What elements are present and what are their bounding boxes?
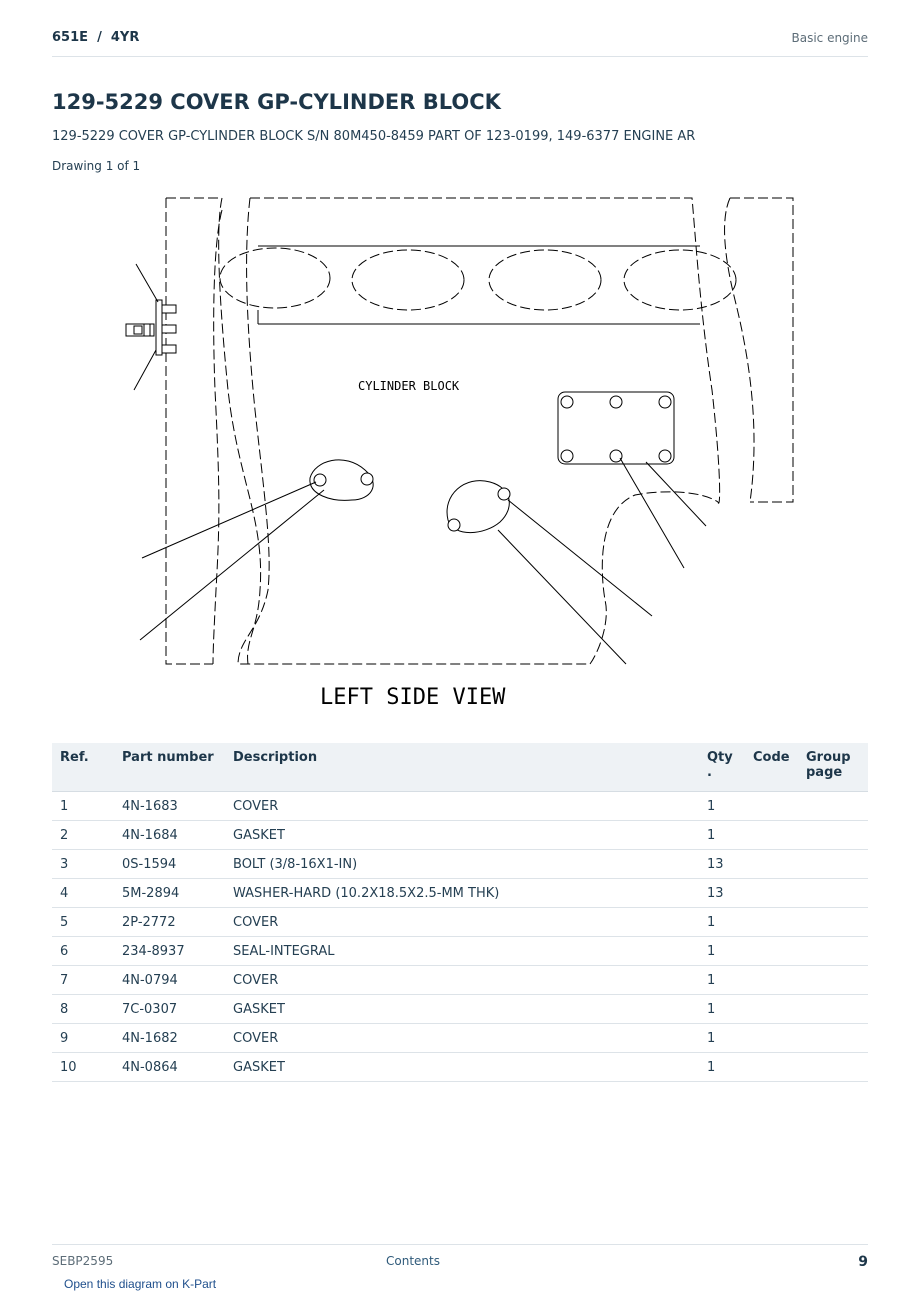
row-group-page (798, 937, 868, 966)
row-qty: 1 (699, 908, 745, 937)
cylinder-bore (489, 250, 601, 310)
row-description: GASKET (225, 1053, 699, 1082)
table-row (52, 1024, 868, 1053)
table-row (52, 908, 868, 937)
row-qty: 1 (699, 821, 745, 850)
section-name: Basic engine (791, 31, 868, 45)
row-code (745, 1053, 798, 1082)
row-qty: 1 (699, 1053, 745, 1082)
row-ref: 10 (52, 1053, 114, 1082)
row-code (745, 966, 798, 995)
row-description: COVER (225, 966, 699, 995)
drawing-count: Drawing 1 of 1 (52, 159, 141, 173)
row-qty: 1 (699, 937, 745, 966)
row-code (745, 937, 798, 966)
block-label: CYLINDER BLOCK (358, 379, 460, 393)
row-qty: 13 (699, 850, 745, 879)
row-code (745, 850, 798, 879)
document-id: SEBP2595 (52, 1254, 114, 1268)
row-description: COVER (225, 1024, 699, 1053)
row-group-page (798, 850, 868, 879)
diagram-drawing (120, 190, 810, 720)
table-row (52, 1053, 868, 1082)
page-footer (52, 1244, 868, 1275)
row-part-number: 4N-1682 (114, 1024, 225, 1053)
row-code (745, 879, 798, 908)
cover-plate (447, 481, 510, 533)
diagram-edge (213, 210, 222, 664)
row-group-page (798, 995, 868, 1024)
row-part-number: 4N-1684 (114, 821, 225, 850)
diagram-edge (166, 198, 213, 664)
page-title: 129-5229 COVER GP-CYLINDER BLOCK (52, 90, 501, 114)
row-ref: 4 (52, 879, 114, 908)
row-part-number: 234-8937 (114, 937, 225, 966)
row-group-page (798, 792, 868, 821)
machine-model: 651E / 4YR (52, 30, 140, 45)
row-group-page (798, 966, 868, 995)
row-ref: 2 (52, 821, 114, 850)
row-ref: 1 (52, 792, 114, 821)
row-qty: 1 (699, 995, 745, 1024)
table-row (52, 850, 868, 879)
row-description: GASKET (225, 995, 699, 1024)
parts-table (52, 743, 868, 1082)
parts-diagram (120, 190, 810, 720)
table-row (52, 792, 868, 821)
row-group-page (798, 879, 868, 908)
row-group-page (798, 1053, 868, 1082)
row-qty: 1 (699, 1024, 745, 1053)
col-part-number: Part number (114, 743, 225, 792)
table-row (52, 879, 868, 908)
row-part-number: 4N-0794 (114, 966, 225, 995)
row-code (745, 908, 798, 937)
row-description: BOLT (3/8-16X1-IN) (225, 850, 699, 879)
row-part-number: 7C-0307 (114, 995, 225, 1024)
row-part-number: 0S-1594 (114, 850, 225, 879)
diagram-edge (219, 198, 261, 664)
table-row (52, 821, 868, 850)
col-description: Description (225, 743, 699, 792)
kpart-diagram-link[interactable]: Open this diagram on K-Part (64, 1277, 217, 1291)
table-header-row (52, 743, 868, 792)
row-description: COVER (225, 792, 699, 821)
row-ref: 3 (52, 850, 114, 879)
leader-line (140, 458, 706, 664)
row-part-number: 4N-1683 (114, 792, 225, 821)
view-label: LEFT SIDE VIEW (320, 685, 506, 710)
row-description: GASKET (225, 821, 699, 850)
diagram-edge (725, 198, 754, 502)
contents-link[interactable]: Contents (386, 1254, 440, 1268)
row-ref: 8 (52, 995, 114, 1024)
row-code (745, 1024, 798, 1053)
row-part-number: 2P-2772 (114, 908, 225, 937)
row-ref: 5 (52, 908, 114, 937)
row-code (745, 821, 798, 850)
diagram-edge (238, 198, 590, 664)
row-code (745, 792, 798, 821)
bolt-assembly (126, 300, 176, 355)
row-part-number: 5M-2894 (114, 879, 225, 908)
table-row (52, 995, 868, 1024)
row-description: WASHER-HARD (10.2X18.5X2.5-MM THK) (225, 879, 699, 908)
row-code (745, 995, 798, 1024)
cylinder-bore (352, 250, 464, 310)
row-group-page (798, 908, 868, 937)
table-row (52, 966, 868, 995)
row-ref: 9 (52, 1024, 114, 1053)
page-subtitle: 129-5229 COVER GP-CYLINDER BLOCK S/N 80M450-8459 PART OF 123-0199, 149-6377 ENGINE AR (52, 129, 696, 144)
row-qty: 1 (699, 792, 745, 821)
row-description: COVER (225, 908, 699, 937)
col-code: Code (745, 743, 798, 792)
cylinder-bore (624, 250, 736, 310)
row-qty: 1 (699, 966, 745, 995)
diagram-edge (730, 198, 793, 502)
row-ref: 6 (52, 937, 114, 966)
cylinder-bore (220, 248, 330, 308)
row-group-page (798, 1024, 868, 1053)
row-qty: 13 (699, 879, 745, 908)
row-description: SEAL-INTEGRAL (225, 937, 699, 966)
col-ref: Ref. (52, 743, 114, 792)
cover-plate (558, 392, 674, 464)
row-ref: 7 (52, 966, 114, 995)
row-group-page (798, 821, 868, 850)
col-qty: Qty . (699, 743, 745, 792)
page-header (52, 28, 868, 57)
page-number: 9 (858, 1254, 868, 1270)
row-part-number: 4N-0864 (114, 1053, 225, 1082)
col-group-page: Group page (798, 743, 868, 792)
table-row (52, 937, 868, 966)
